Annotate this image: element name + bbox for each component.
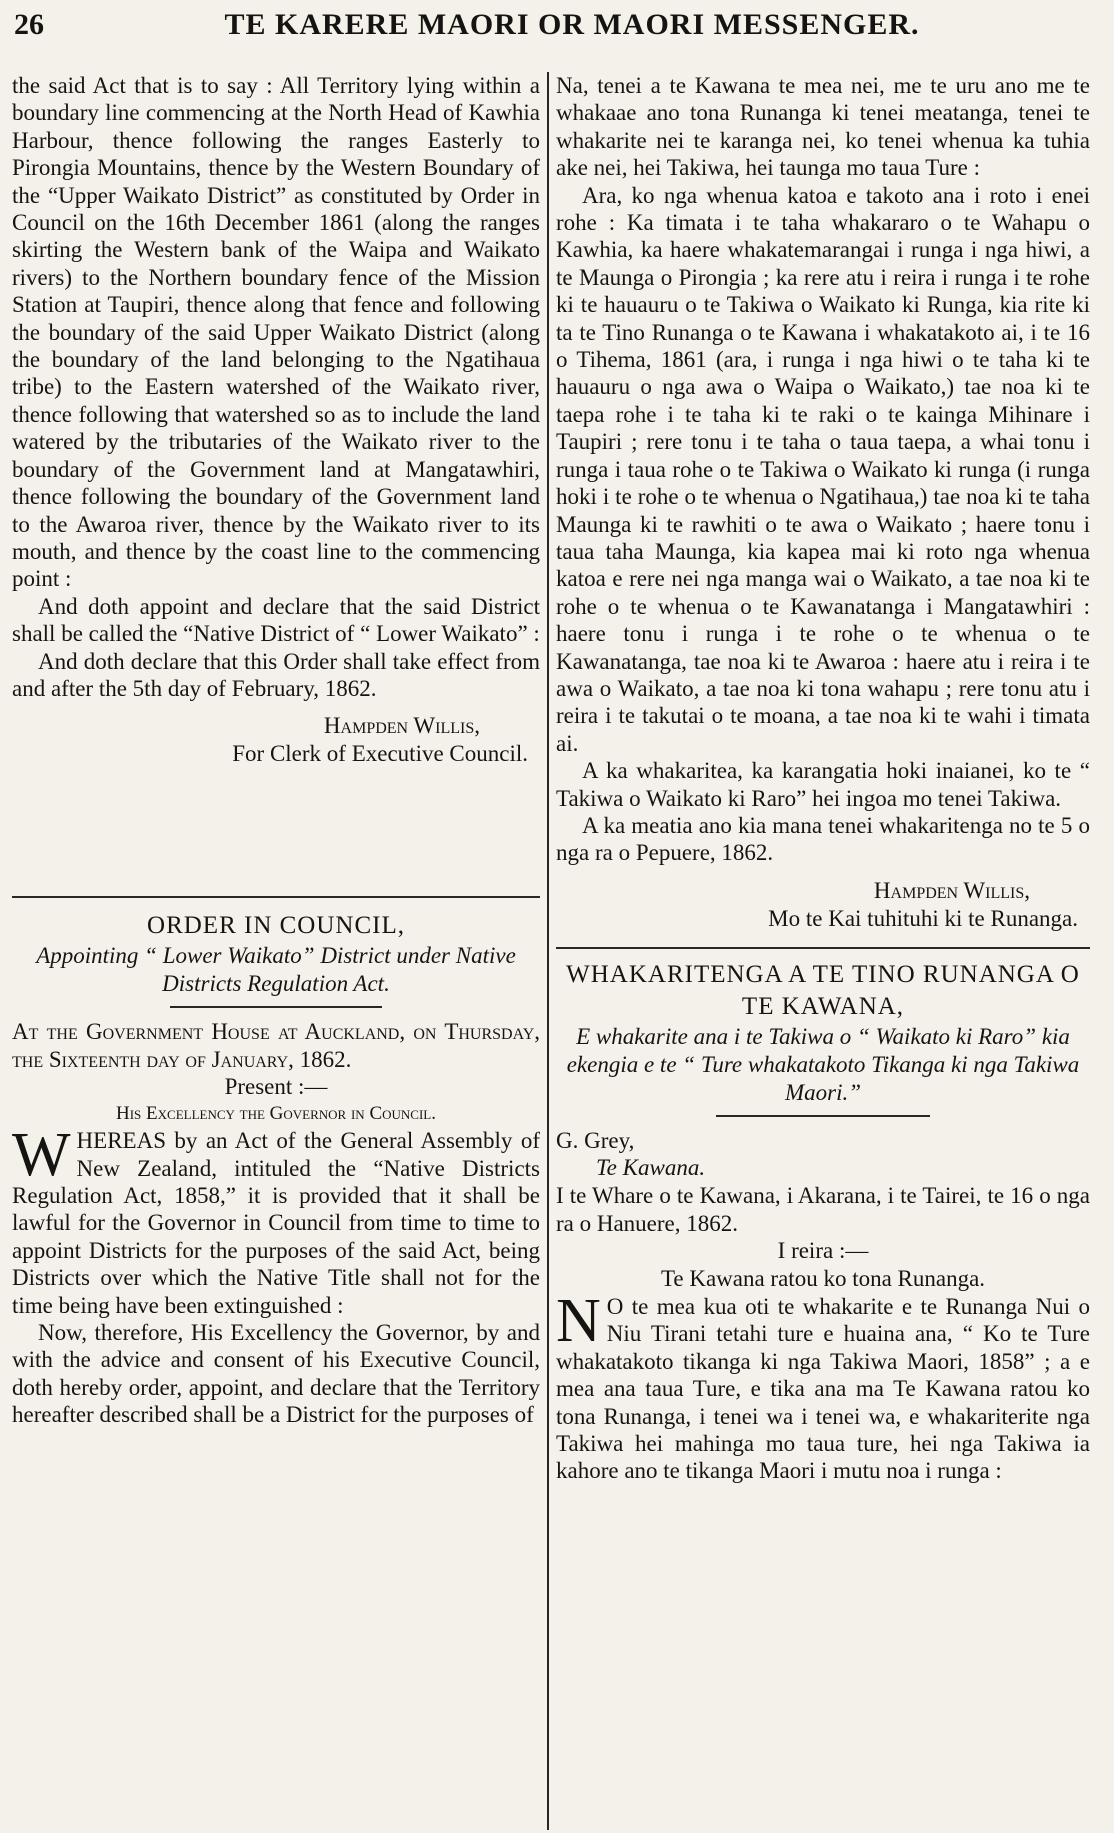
newspaper-title: TE KARERE MAORI OR MAORI MESSENGER. (224, 8, 920, 41)
column-rule (547, 72, 549, 1830)
place-date: I te Whare o te Kawana, i Akarana, i te Tairei, te 16 o nga ra o Hanuere, 1862. (556, 1183, 1090, 1236)
order-paragraph: A ka whakaritea, ka karangatia hoki inaianei, ko te “ Takiwa o Waikato ki Raro” hei ingoa mo tenei Takiwa. (556, 758, 1090, 811)
maori-column (556, 72, 1090, 1830)
page-number: 26 (14, 8, 44, 41)
whereas-text: HEREAS by an Act of the General Assembly of New Zealand, intituled the “Native Districts Regulation Act, 1858,” it is provided that it shall be lawful for the Governor in Council from time to time to appoint Districts for the purposes of the said Act, being Districts over which the Native Title shall not for the time being have been extinguished : (12, 1128, 540, 1318)
body-text: O te mea kua oti te whakarite e te Runanga Nui o Niu Tirani tetahi ture e huaina ana, “ Ko te Ture whakatakoto tikanga ki nga Takiwa Maori, 1858” ; a e mea ana taua Ture, e tika ana ma Te Kawana ratou ko tona Runanga, i tenei wa i tenei wa, e whakariterite nga Takiwa hei mahinga mo taua ture, hei nga Takiwa ia kahore ano te tikanga Maori i mutu noa i runga : (556, 1294, 1090, 1484)
now-therefore-paragraph: Now, therefore, His Excellency the Governor, by and with the advice and consent of his Executive Council, doth hereby order, appoint, and declare that the Territory hereafter described shall be a District for the purposes of (12, 1320, 540, 1428)
section-headline: ORDER IN COUNCIL, (147, 912, 405, 940)
english-column (12, 72, 540, 1830)
signature-name: Hampden Willis, (323, 713, 480, 739)
present-label: I reira :— (777, 1238, 869, 1263)
governor-name: G. Grey, (556, 1127, 635, 1153)
whereas-paragraph (12, 1121, 540, 1319)
governor-title: Te Kawana. (596, 1155, 706, 1181)
signature-role: Mo te Kai tuhituhi ki te Runanga. (768, 905, 1078, 931)
order-paragraph: Ara, ko nga whenua katoa e takoto ana i roto i enei rohe : Ka timata i te taha whakararo o te Wahapu o Kawhia, ka haere whakatemarangai i runga i nga hiwi, a te Maunga o Pirongia ; ka rere atu i reira i runga i te rohe ki te hauauru o te Takiwa o Waikato ki Runga, kia rite ki ta te Tino Runanga o te Kawana i whakatakoto ai, i te 16 o Tihema, 1861 (ara, i runga i nga hiwi o te taha ki te hauauru o nga awa o Waipa o Waikato,) tae noa ki te taepa rohe i te taha ki te raki o te kainga Mihinare i Taupiri ; rere tonu i te taha o taua taepa, a whai tonu i runga i taua rohe o te Takiwa o Waikato ki runga (i runga hoki i te rohe o te whenua o Ngatihaua,) tae noa ki te taha Maunga ki te rawhiti o te awa o Waikato ; haere tonu i taua taha Maunga, kia kapea mai ki roto nga whenua katoa e rere nei nga manga wai o Waikato, a tae noa ki te rohe o te whenua o te Kawanatanga i Mangatawhiri : haere tonu i runga i te rohe o te whenua o te Kawanatanga, tae noa ki te Awaroa : haere atu i reira i te awa o Waikato, a tae noa ki tona wahapu ; rere tonu atu i reira i te takutai o te moana, a tae noa ki te wahi i timata ai. (556, 182, 1090, 756)
attendees: His Excellency the Governor in Council. (116, 1103, 436, 1125)
drop-cap: W (12, 1121, 71, 1190)
running-head (14, 4, 1100, 46)
body-paragraph (556, 1287, 1090, 1485)
order-paragraph: And doth declare that this Order shall take effect from and after the 5th day of February, 1862. (12, 648, 540, 701)
order-paragraph: Na, tenei a te Kawana te mea nei, me te uru ano me te whakaae ano tona Runanga ki tenei meatanga, tenei te whakarite nei te karanga nei, ko tenei whenua ka tuhia ake nei, hei Takiwa, hei taunga mo taua Ture : (556, 73, 1090, 181)
place-date: At the Government House at Auckland, on Thursday, the Sixteenth day of January, 1862. (12, 1019, 540, 1072)
order-paragraph: And doth appoint and declare that the said District shall be called the “Native District of “ Lower Waikato” : (12, 593, 540, 647)
attendees: Te Kawana ratou ko tona Runanga. (660, 1266, 986, 1291)
section-subtitle: E whakarite ana i te Takiwa o “ Waikato ki Raro” kia ekengia e te “ Ture whakatakoto Tikanga ki nga Takiwa Maori.” (566, 1023, 1080, 1105)
present-label: Present :— (224, 1074, 328, 1100)
order-paragraph: the said Act that is to say : All Territory lying within a boundary line commencing at the North Head of Kawhia Harbour, thence following the ranges Easterly to Pirongia Mountains, thence by the Western Boundary of the “Upper Waikato District” as constituted by Order in Council on the 16th December 1861 (along the ranges skirting the Western bank of the Waipa and Waikato rivers) to the Northern boundary fence of the Mission Station at Taupiri, thence along that fence and following the boundary of the said Upper Waikato District (along the boundary of the land belonging to the Ngatihaua tribe) to the Eastern watershed of the Waikato river, thence following that watershed so as to include the land watered by the tributaries of the Waikato river to the boundary of the Government land at Mangatawhiri, thence following the boundary of the Government land to the Awaroa river, thence by the Waikato river to its mouth, and thence by the coast line to the commencing point : (12, 73, 540, 592)
section-headline: WHAKARITENGA A TE TINO RUNANGA O TE KAWANA, (566, 960, 1080, 1020)
signature-role: For Clerk of Executive Council. (232, 741, 528, 767)
signature-name: Hampden Willis, (873, 877, 1030, 903)
section-subtitle: Appointing “ Lower Waikato” District under Native Districts Regulation Act. (36, 943, 516, 997)
drop-cap: N (556, 1287, 601, 1355)
order-paragraph: A ka meatia ano kia mana tenei whakaritenga no te 5 o nga ra o Pepuere, 1862. (556, 812, 1090, 866)
